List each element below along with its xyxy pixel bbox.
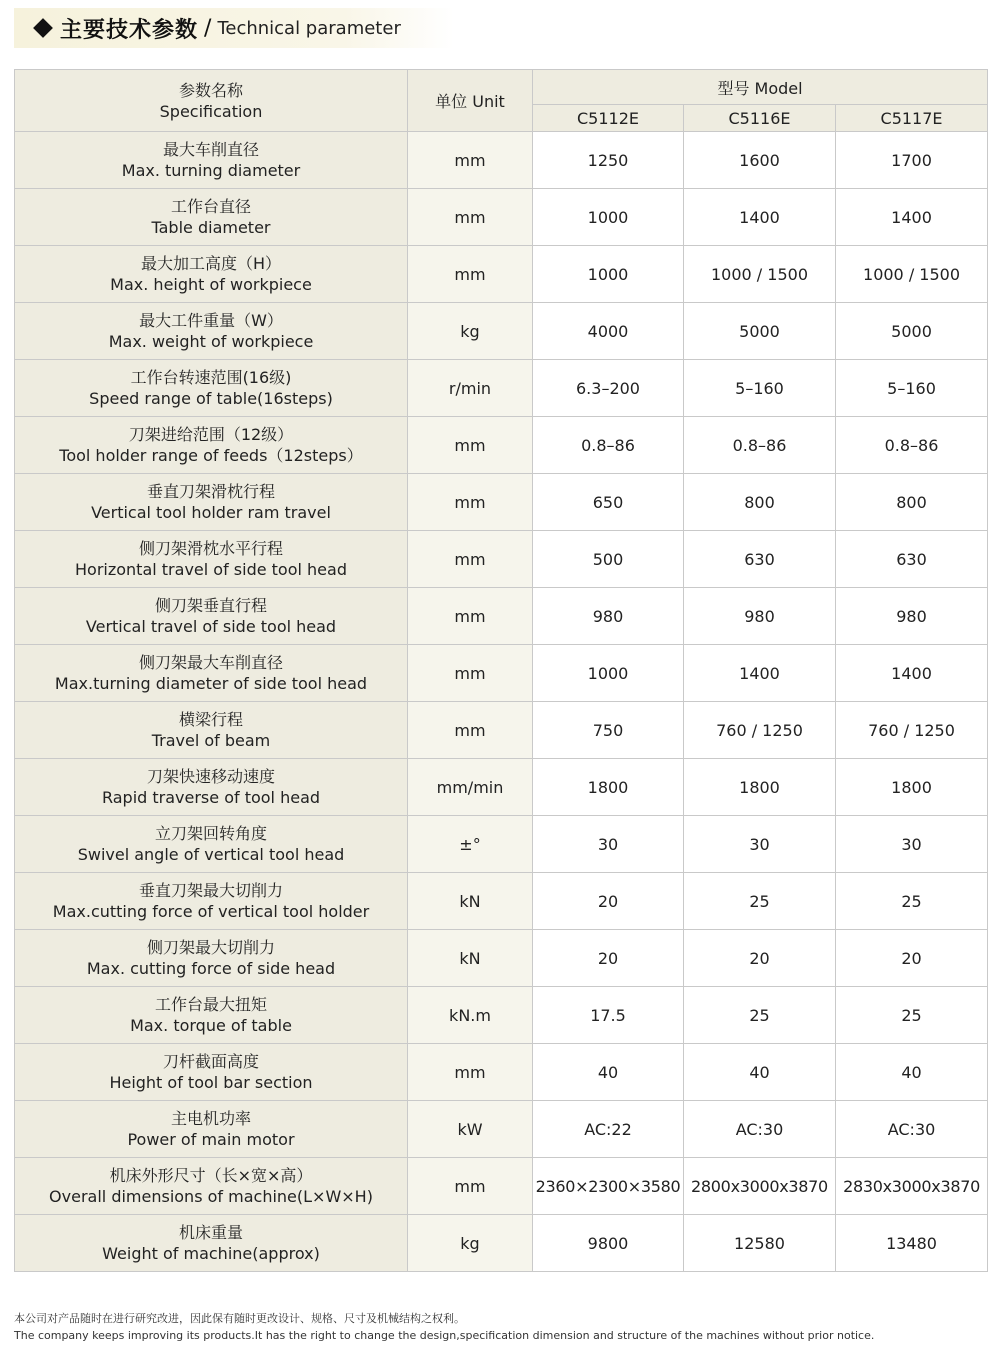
value-cell: 12580 <box>684 1215 836 1272</box>
unit-header: 单位 Unit <box>408 70 533 132</box>
spec-cell <box>15 531 408 588</box>
spec-name-cn: 最大工件重量（W） <box>139 311 283 330</box>
spec-cell <box>15 474 408 531</box>
value-cell: 1000 <box>533 189 684 246</box>
value-cell: 0.8–86 <box>684 417 836 474</box>
spec-cell <box>15 360 408 417</box>
spec-cell <box>15 189 408 246</box>
value-cell: 2800x3000x3870 <box>684 1158 836 1215</box>
value-cell: 25 <box>836 873 988 930</box>
value-cell: 5–160 <box>684 360 836 417</box>
value-cell: 630 <box>836 531 988 588</box>
spec-name-en: Power of main motor <box>127 1130 295 1149</box>
unit-cell: mm <box>408 702 533 759</box>
model-name: C5117E <box>836 105 988 132</box>
spec-name-en: Table diameter <box>151 218 271 237</box>
value-cell: 750 <box>533 702 684 759</box>
value-cell: 25 <box>684 873 836 930</box>
value-cell: 1250 <box>533 132 684 189</box>
spec-cell <box>15 1101 408 1158</box>
unit-cell: mm <box>408 1044 533 1101</box>
unit-cell: kW <box>408 1101 533 1158</box>
table-row <box>15 1158 988 1215</box>
section-heading <box>14 8 454 48</box>
spec-name-en: Travel of beam <box>151 731 271 750</box>
value-cell: 1400 <box>684 645 836 702</box>
disclaimer-en: The company keeps improving its products.It has the right to change the design,specification dimension and structure of the machines without prior notice. <box>14 1329 875 1342</box>
value-cell: 5–160 <box>836 360 988 417</box>
value-cell: 800 <box>836 474 988 531</box>
spec-name-en: Tool holder range of feeds（12steps） <box>59 446 363 465</box>
table-row <box>15 987 988 1044</box>
spec-name-cn: 垂直刀架滑枕行程 <box>146 482 275 501</box>
unit-cell: kN <box>408 873 533 930</box>
table-row <box>15 246 988 303</box>
table-row <box>15 1101 988 1158</box>
spec-name-en: Weight of machine(approx) <box>102 1244 320 1263</box>
model-name: C5116E <box>684 105 836 132</box>
value-cell: 25 <box>836 987 988 1044</box>
spec-name-en: Max. weight of workpiece <box>108 332 314 351</box>
value-cell: 1400 <box>836 645 988 702</box>
table-row <box>15 189 988 246</box>
spec-header-en: Specification <box>159 101 263 121</box>
spec-name-cn: 侧刀架最大切削力 <box>146 938 275 957</box>
unit-cell: mm <box>408 246 533 303</box>
spec-name-cn: 工作台转速范围(16级) <box>130 368 292 387</box>
spec-name-cn: 立刀架回转角度 <box>154 824 267 843</box>
spec-name-en: Max.turning diameter of side tool head <box>54 674 368 693</box>
value-cell: 1800 <box>836 759 988 816</box>
spec-cell <box>15 303 408 360</box>
value-cell: 20 <box>836 930 988 987</box>
table-row <box>15 303 988 360</box>
table-row <box>15 474 988 531</box>
unit-cell: kg <box>408 1215 533 1272</box>
spec-cell <box>15 1158 408 1215</box>
unit-cell: mm <box>408 417 533 474</box>
technical-parameter-table <box>14 69 988 1272</box>
table-row <box>15 645 988 702</box>
diamond-bullet-icon <box>33 18 53 38</box>
spec-name-cn: 侧刀架滑枕水平行程 <box>138 539 283 558</box>
value-cell: 650 <box>533 474 684 531</box>
spec-name-cn: 刀架进给范围（12级） <box>128 425 294 444</box>
spec-name-en: Overall dimensions of machine(L×W×H) <box>49 1187 373 1206</box>
spec-name-en: Vertical travel of side tool head <box>85 617 337 636</box>
value-cell: 630 <box>684 531 836 588</box>
value-cell: 25 <box>684 987 836 1044</box>
value-cell: 2360×2300×3580 <box>533 1158 684 1215</box>
value-cell: 760 / 1250 <box>836 702 988 759</box>
table-row <box>15 759 988 816</box>
table-row <box>15 360 988 417</box>
unit-cell: kg <box>408 303 533 360</box>
disclaimer <box>14 1310 989 1344</box>
spec-name-en: Swivel angle of vertical tool head <box>77 845 345 864</box>
spec-cell <box>15 1044 408 1101</box>
spec-name-cn: 侧刀架垂直行程 <box>154 596 267 615</box>
value-cell: 1000 <box>533 246 684 303</box>
value-cell: 0.8–86 <box>836 417 988 474</box>
value-cell: 20 <box>533 930 684 987</box>
heading-title-cn: 主要技术参数 <box>60 17 199 43</box>
unit-cell: mm <box>408 1158 533 1215</box>
value-cell: 13480 <box>836 1215 988 1272</box>
spec-name-cn: 侧刀架最大车削直径 <box>138 653 283 672</box>
spec-name-en: Height of tool bar section <box>109 1073 313 1092</box>
heading-separator: / <box>204 15 212 41</box>
spec-header-cell <box>15 70 408 132</box>
table-body <box>15 132 988 1272</box>
value-cell: 20 <box>533 873 684 930</box>
value-cell: 6.3–200 <box>533 360 684 417</box>
spec-cell <box>15 417 408 474</box>
spec-cell <box>15 816 408 873</box>
spec-name-en: Speed range of table(16steps) <box>89 389 333 408</box>
unit-cell: kN <box>408 930 533 987</box>
spec-name-en: Max. torque of table <box>130 1016 292 1035</box>
value-cell: 4000 <box>533 303 684 360</box>
spec-name-cn: 最大加工高度（H） <box>140 254 282 273</box>
spec-name-en: Max. turning diameter <box>121 161 301 180</box>
value-cell: 20 <box>684 930 836 987</box>
value-cell: 1000 / 1500 <box>836 246 988 303</box>
value-cell: AC:30 <box>684 1101 836 1158</box>
value-cell: 40 <box>836 1044 988 1101</box>
value-cell: 17.5 <box>533 987 684 1044</box>
table-row <box>15 873 988 930</box>
spec-name-en: Max. cutting force of side head <box>86 959 336 978</box>
value-cell: 1800 <box>684 759 836 816</box>
value-cell: 40 <box>533 1044 684 1101</box>
spec-header-cn: 参数名称 <box>178 80 243 100</box>
spec-cell <box>15 1215 408 1272</box>
unit-cell: mm <box>408 132 533 189</box>
spec-name-en: Horizontal travel of side tool head <box>75 560 347 579</box>
unit-cell: kN.m <box>408 987 533 1044</box>
disclaimer-cn: 本公司对产品随时在进行研究改进，因此保有随时更改设计、规格、尺寸及机械结构之权利。 <box>14 1312 465 1325</box>
spec-cell <box>15 759 408 816</box>
spec-cell <box>15 702 408 759</box>
value-cell: AC:30 <box>836 1101 988 1158</box>
spec-name-cn: 工作台最大扭矩 <box>154 995 267 1014</box>
spec-name-en: Vertical tool holder ram travel <box>91 503 331 522</box>
value-cell: 1400 <box>684 189 836 246</box>
value-cell: 5000 <box>684 303 836 360</box>
spec-cell <box>15 873 408 930</box>
spec-cell <box>15 246 408 303</box>
unit-cell: ±° <box>408 816 533 873</box>
spec-cell <box>15 930 408 987</box>
table-row <box>15 930 988 987</box>
value-cell: 980 <box>836 588 988 645</box>
value-cell: 980 <box>684 588 836 645</box>
unit-cell: mm/min <box>408 759 533 816</box>
table-row <box>15 702 988 759</box>
unit-cell: mm <box>408 588 533 645</box>
table-row <box>15 417 988 474</box>
value-cell: 9800 <box>533 1215 684 1272</box>
value-cell: 760 / 1250 <box>684 702 836 759</box>
spec-name-cn: 最大车削直径 <box>162 140 259 159</box>
model-name: C5112E <box>533 105 684 132</box>
spec-name-cn: 机床重量 <box>178 1223 243 1242</box>
value-cell: 5000 <box>836 303 988 360</box>
spec-name-cn: 工作台直径 <box>170 197 251 216</box>
value-cell: 0.8–86 <box>533 417 684 474</box>
unit-cell: mm <box>408 531 533 588</box>
spec-cell <box>15 588 408 645</box>
table-row <box>15 531 988 588</box>
spec-cell <box>15 132 408 189</box>
table-row <box>15 1044 988 1101</box>
value-cell: 1400 <box>836 189 988 246</box>
spec-name-en: Max. height of workpiece <box>110 275 312 294</box>
spec-name-en: Max.cutting force of vertical tool holder <box>52 902 370 921</box>
value-cell: AC:22 <box>533 1101 684 1158</box>
table-row <box>15 816 988 873</box>
value-cell: 800 <box>684 474 836 531</box>
model-header: 型号 Model <box>533 70 988 105</box>
value-cell: 2830x3000x3870 <box>836 1158 988 1215</box>
unit-cell: r/min <box>408 360 533 417</box>
table-row <box>15 1215 988 1272</box>
spec-name-en: Rapid traverse of tool head <box>101 788 321 807</box>
table-row <box>15 588 988 645</box>
value-cell: 40 <box>684 1044 836 1101</box>
spec-name-cn: 刀架快速移动速度 <box>146 767 275 786</box>
unit-cell: mm <box>408 189 533 246</box>
spec-name-cn: 机床外形尺寸（长×宽×高） <box>109 1166 313 1185</box>
value-cell: 1800 <box>533 759 684 816</box>
value-cell: 30 <box>836 816 988 873</box>
unit-cell: mm <box>408 645 533 702</box>
table-row <box>15 132 988 189</box>
spec-name-cn: 刀杆截面高度 <box>162 1052 259 1071</box>
value-cell: 500 <box>533 531 684 588</box>
spec-name-cn: 主电机功率 <box>170 1109 251 1128</box>
spec-cell <box>15 987 408 1044</box>
value-cell: 1600 <box>684 132 836 189</box>
value-cell: 1700 <box>836 132 988 189</box>
spec-cell <box>15 645 408 702</box>
spec-name-cn: 横梁行程 <box>178 710 243 729</box>
value-cell: 30 <box>533 816 684 873</box>
spec-name-cn: 垂直刀架最大切削力 <box>138 881 283 900</box>
heading-title-en: Technical parameter <box>217 17 401 39</box>
value-cell: 980 <box>533 588 684 645</box>
value-cell: 1000 / 1500 <box>684 246 836 303</box>
value-cell: 1000 <box>533 645 684 702</box>
unit-cell: mm <box>408 474 533 531</box>
value-cell: 30 <box>684 816 836 873</box>
